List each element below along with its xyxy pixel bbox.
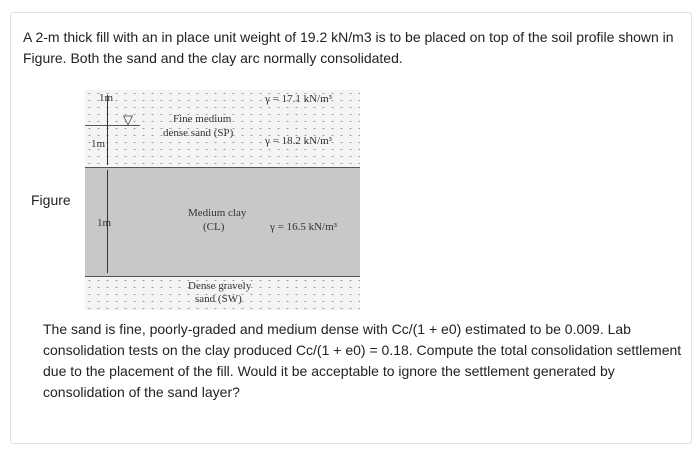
problem-body: The sand is fine, poorly-graded and medium dense with Cc/(1 + e0) estimated to be 0.009. Lab consolidation tests on the clay produced Cc/(1 + e0) = 0.18. Compute the total consolidation settlement due to the placement of the fill. Would it be acceptable to ignore the settlement generated by consolidation of the sand layer?: [43, 321, 682, 400]
sand-unit-weight-dry: γ = 17.1 kN/m³: [265, 93, 332, 105]
sand-name: Fine medium: [173, 113, 232, 125]
clay-name: (CL): [203, 221, 225, 233]
sand-unit-weight-sat: γ = 18.2 kN/m³: [265, 135, 332, 147]
gravel-name: Dense gravely: [188, 280, 252, 292]
sand-name: dense sand (SP): [163, 127, 234, 139]
dim-label: 1m: [91, 138, 106, 150]
figure-label: Figure: [31, 192, 71, 208]
clay-unit-weight: γ = 16.5 kN/m³: [270, 221, 337, 233]
water-table-icon: ▽: [123, 112, 133, 127]
clay-name: Medium clay: [188, 207, 247, 219]
dim-label: 1m: [97, 217, 112, 229]
gravel-name: sand (SW): [195, 293, 242, 305]
dim-label: 1m: [99, 92, 114, 104]
problem-intro: A 2-m thick fill with an in place unit weight of 19.2 kN/m3 is to be placed on top of the soil profile shown in Figure. Both the sand and the clay arc normally consolidated.: [23, 29, 674, 66]
dimension-line: [107, 95, 108, 165]
soil-profile-figure: [85, 90, 360, 310]
